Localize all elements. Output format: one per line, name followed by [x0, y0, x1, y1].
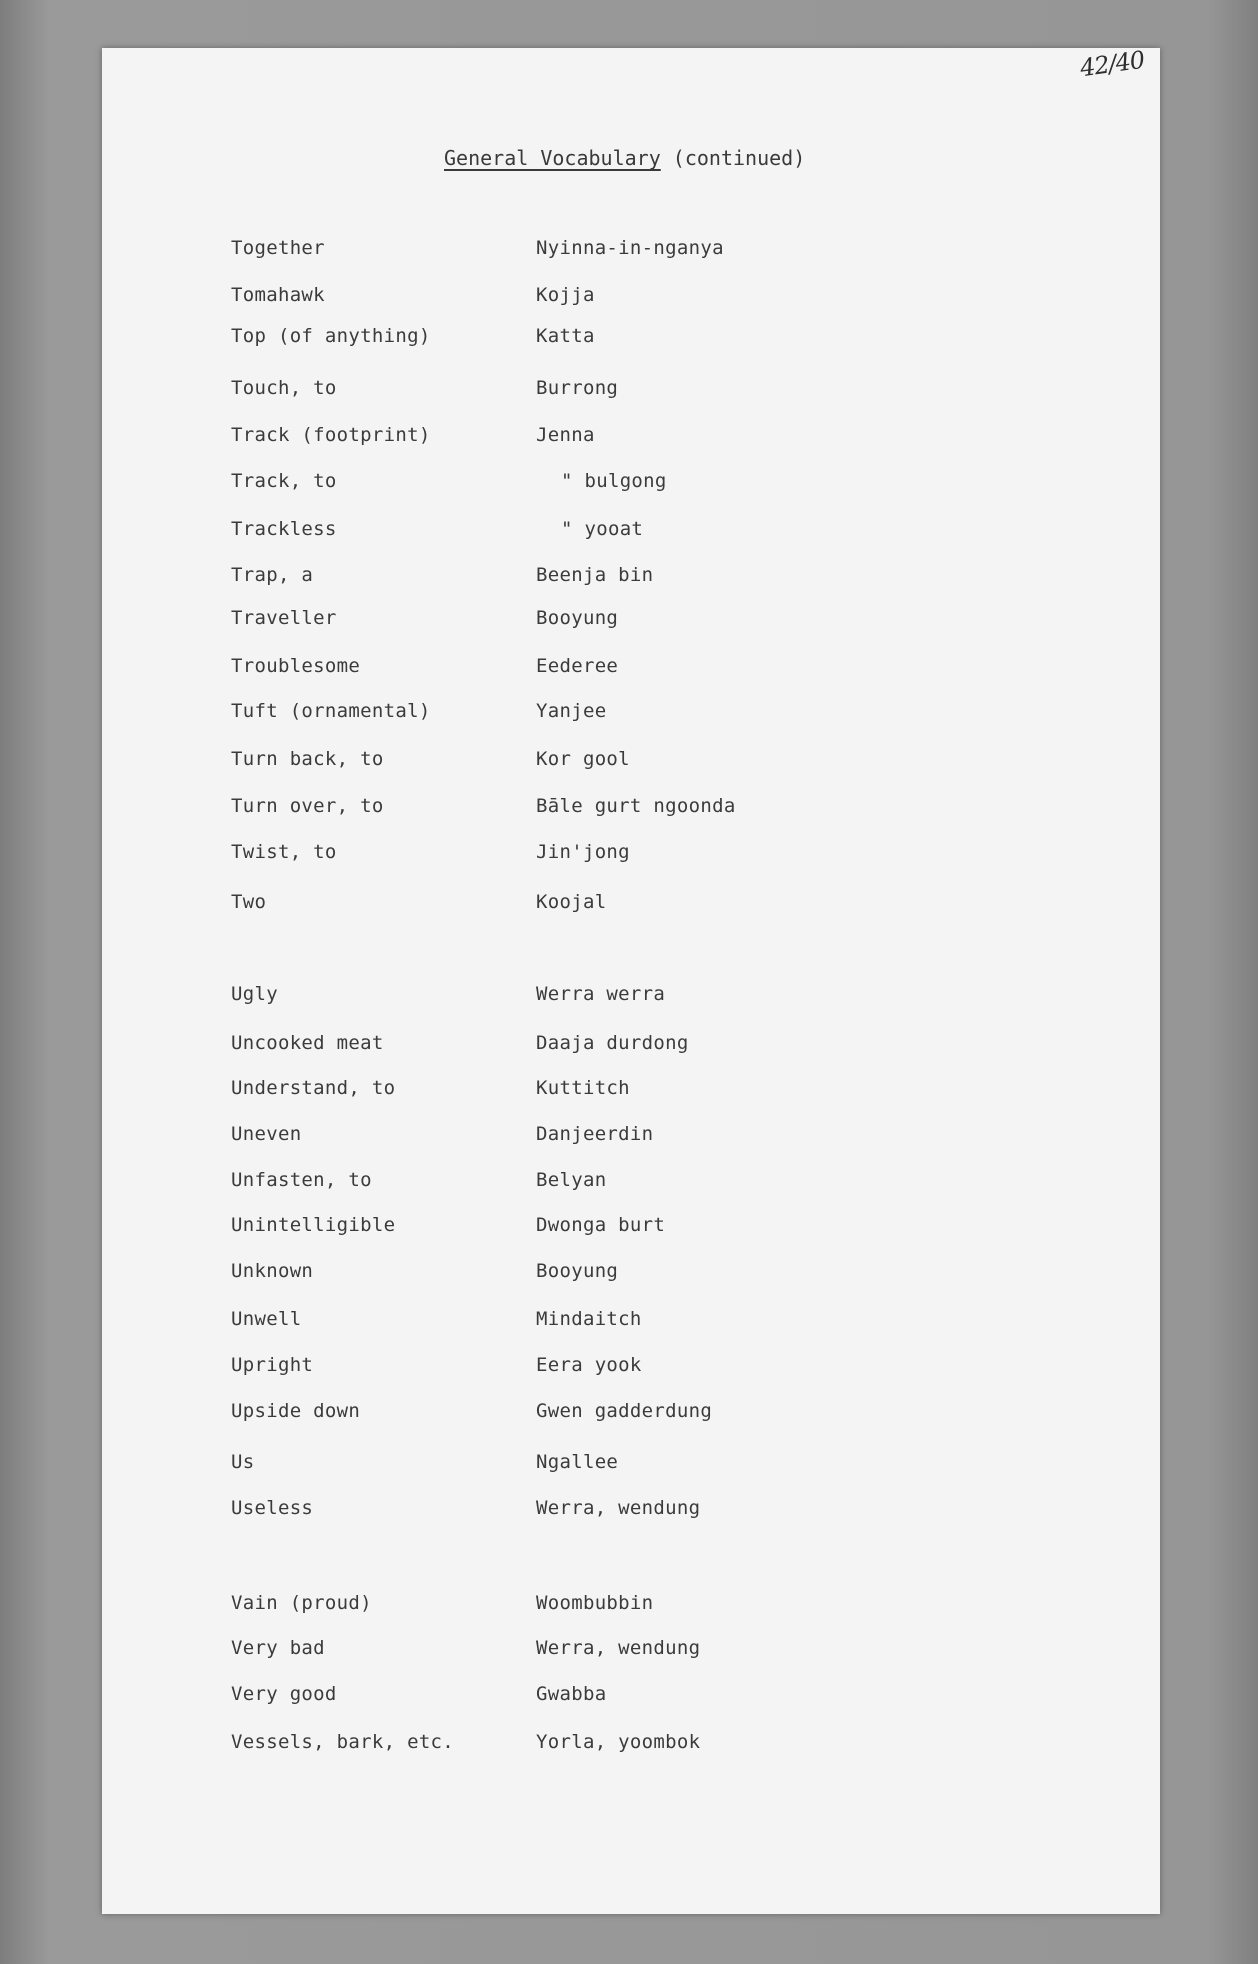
english-term: Understand, to	[231, 1077, 396, 1099]
vocabulary-row	[0, 1400, 1258, 1430]
english-term: Trap, a	[231, 564, 314, 586]
vocabulary-row	[0, 1077, 1258, 1107]
vocabulary-row	[0, 1308, 1258, 1338]
vocabulary-row	[0, 284, 1258, 314]
aboriginal-gloss: Eera yook	[536, 1354, 642, 1376]
english-term: Unknown	[231, 1260, 314, 1282]
vocabulary-row	[0, 1592, 1258, 1622]
english-term: Traveller	[231, 607, 337, 629]
vocabulary-row	[0, 325, 1258, 355]
vocabulary-row	[0, 1032, 1258, 1062]
vocabulary-row	[0, 424, 1258, 454]
english-term: Turn over, to	[231, 795, 384, 817]
aboriginal-gloss: Yanjee	[536, 700, 607, 722]
aboriginal-gloss: Katta	[536, 325, 595, 347]
page-heading	[444, 146, 805, 170]
english-term: Top (of anything)	[231, 325, 431, 347]
vocabulary-row	[0, 748, 1258, 778]
heading-title: General Vocabulary	[444, 146, 661, 170]
english-term: Turn back, to	[231, 748, 384, 770]
aboriginal-gloss: Dwonga burt	[536, 1214, 666, 1236]
english-term: Tuft (ornamental)	[231, 700, 431, 722]
vocabulary-row	[0, 1169, 1258, 1199]
aboriginal-gloss: Werra werra	[536, 983, 666, 1005]
aboriginal-gloss: Gwabba	[536, 1683, 607, 1705]
aboriginal-gloss: Kor gool	[536, 748, 630, 770]
vocabulary-row	[0, 470, 1258, 500]
vocabulary-row	[0, 1214, 1258, 1244]
vocabulary-row	[0, 1497, 1258, 1527]
vocabulary-row	[0, 655, 1258, 685]
english-term: Trackless	[231, 518, 337, 540]
english-term: Useless	[231, 1497, 314, 1519]
english-term: Ugly	[231, 983, 278, 1005]
english-term: Very bad	[231, 1637, 325, 1659]
aboriginal-gloss: Daaja durdong	[536, 1032, 689, 1054]
aboriginal-gloss: Burrong	[536, 377, 619, 399]
vocabulary-row	[0, 1731, 1258, 1761]
english-term: Vessels, bark, etc.	[231, 1731, 455, 1753]
heading-suffix: (continued)	[660, 146, 806, 170]
english-term: Upright	[231, 1354, 314, 1376]
english-term: Tomahawk	[231, 284, 325, 306]
english-term: Uncooked meat	[231, 1032, 384, 1054]
aboriginal-gloss: Nyinna-in-nganya	[536, 237, 724, 259]
aboriginal-gloss: Jenna	[536, 424, 595, 446]
english-term: Two	[231, 891, 267, 913]
aboriginal-gloss: Werra, wendung	[536, 1497, 701, 1519]
vocabulary-row	[0, 891, 1258, 921]
aboriginal-gloss: Yorla, yoombok	[536, 1731, 701, 1753]
aboriginal-gloss: " yooat	[561, 518, 644, 540]
english-term: Track, to	[231, 470, 337, 492]
english-term: Unfasten, to	[231, 1169, 372, 1191]
english-term: Very good	[231, 1683, 337, 1705]
vocabulary-row	[0, 518, 1258, 548]
vocabulary-row	[0, 564, 1258, 594]
aboriginal-gloss: Danjeerdin	[536, 1123, 654, 1145]
aboriginal-gloss: Woombubbin	[536, 1592, 654, 1614]
vocabulary-row	[0, 841, 1258, 871]
english-term: Us	[231, 1451, 255, 1473]
english-term: Upside down	[231, 1400, 361, 1422]
aboriginal-gloss: Mindaitch	[536, 1308, 642, 1330]
vocabulary-row	[0, 700, 1258, 730]
english-term: Unwell	[231, 1308, 302, 1330]
aboriginal-gloss: Koojal	[536, 891, 607, 913]
vocabulary-row	[0, 1260, 1258, 1290]
vocabulary-row	[0, 1451, 1258, 1481]
vocabulary-row	[0, 237, 1258, 267]
folio-number: 42/40	[1078, 45, 1146, 83]
aboriginal-gloss: Eederee	[536, 655, 619, 677]
vocabulary-row	[0, 607, 1258, 637]
aboriginal-gloss: Ngallee	[536, 1451, 619, 1473]
english-term: Vain (proud)	[231, 1592, 372, 1614]
aboriginal-gloss: " bulgong	[561, 470, 667, 492]
vocabulary-row	[0, 1123, 1258, 1153]
aboriginal-gloss: Beenja bin	[536, 564, 654, 586]
vocabulary-row	[0, 795, 1258, 825]
english-term: Twist, to	[231, 841, 337, 863]
vocabulary-row	[0, 1637, 1258, 1667]
vocabulary-row	[0, 377, 1258, 407]
vocabulary-row	[0, 983, 1258, 1013]
english-term: Unintelligible	[231, 1214, 396, 1236]
aboriginal-gloss: Gwen gadderdung	[536, 1400, 713, 1422]
aboriginal-gloss: Booyung	[536, 607, 619, 629]
english-term: Touch, to	[231, 377, 337, 399]
aboriginal-gloss: Werra, wendung	[536, 1637, 701, 1659]
aboriginal-gloss: Belyan	[536, 1169, 607, 1191]
vocabulary-row	[0, 1354, 1258, 1384]
english-term: Uneven	[231, 1123, 302, 1145]
vocabulary-row	[0, 1683, 1258, 1713]
aboriginal-gloss: Jin'jong	[536, 841, 630, 863]
aboriginal-gloss: Kojja	[536, 284, 595, 306]
aboriginal-gloss: Kuttitch	[536, 1077, 630, 1099]
english-term: Together	[231, 237, 325, 259]
aboriginal-gloss: Booyung	[536, 1260, 619, 1282]
english-term: Track (footprint)	[231, 424, 431, 446]
english-term: Troublesome	[231, 655, 361, 677]
aboriginal-gloss: Bāle gurt ngoonda	[536, 795, 736, 817]
